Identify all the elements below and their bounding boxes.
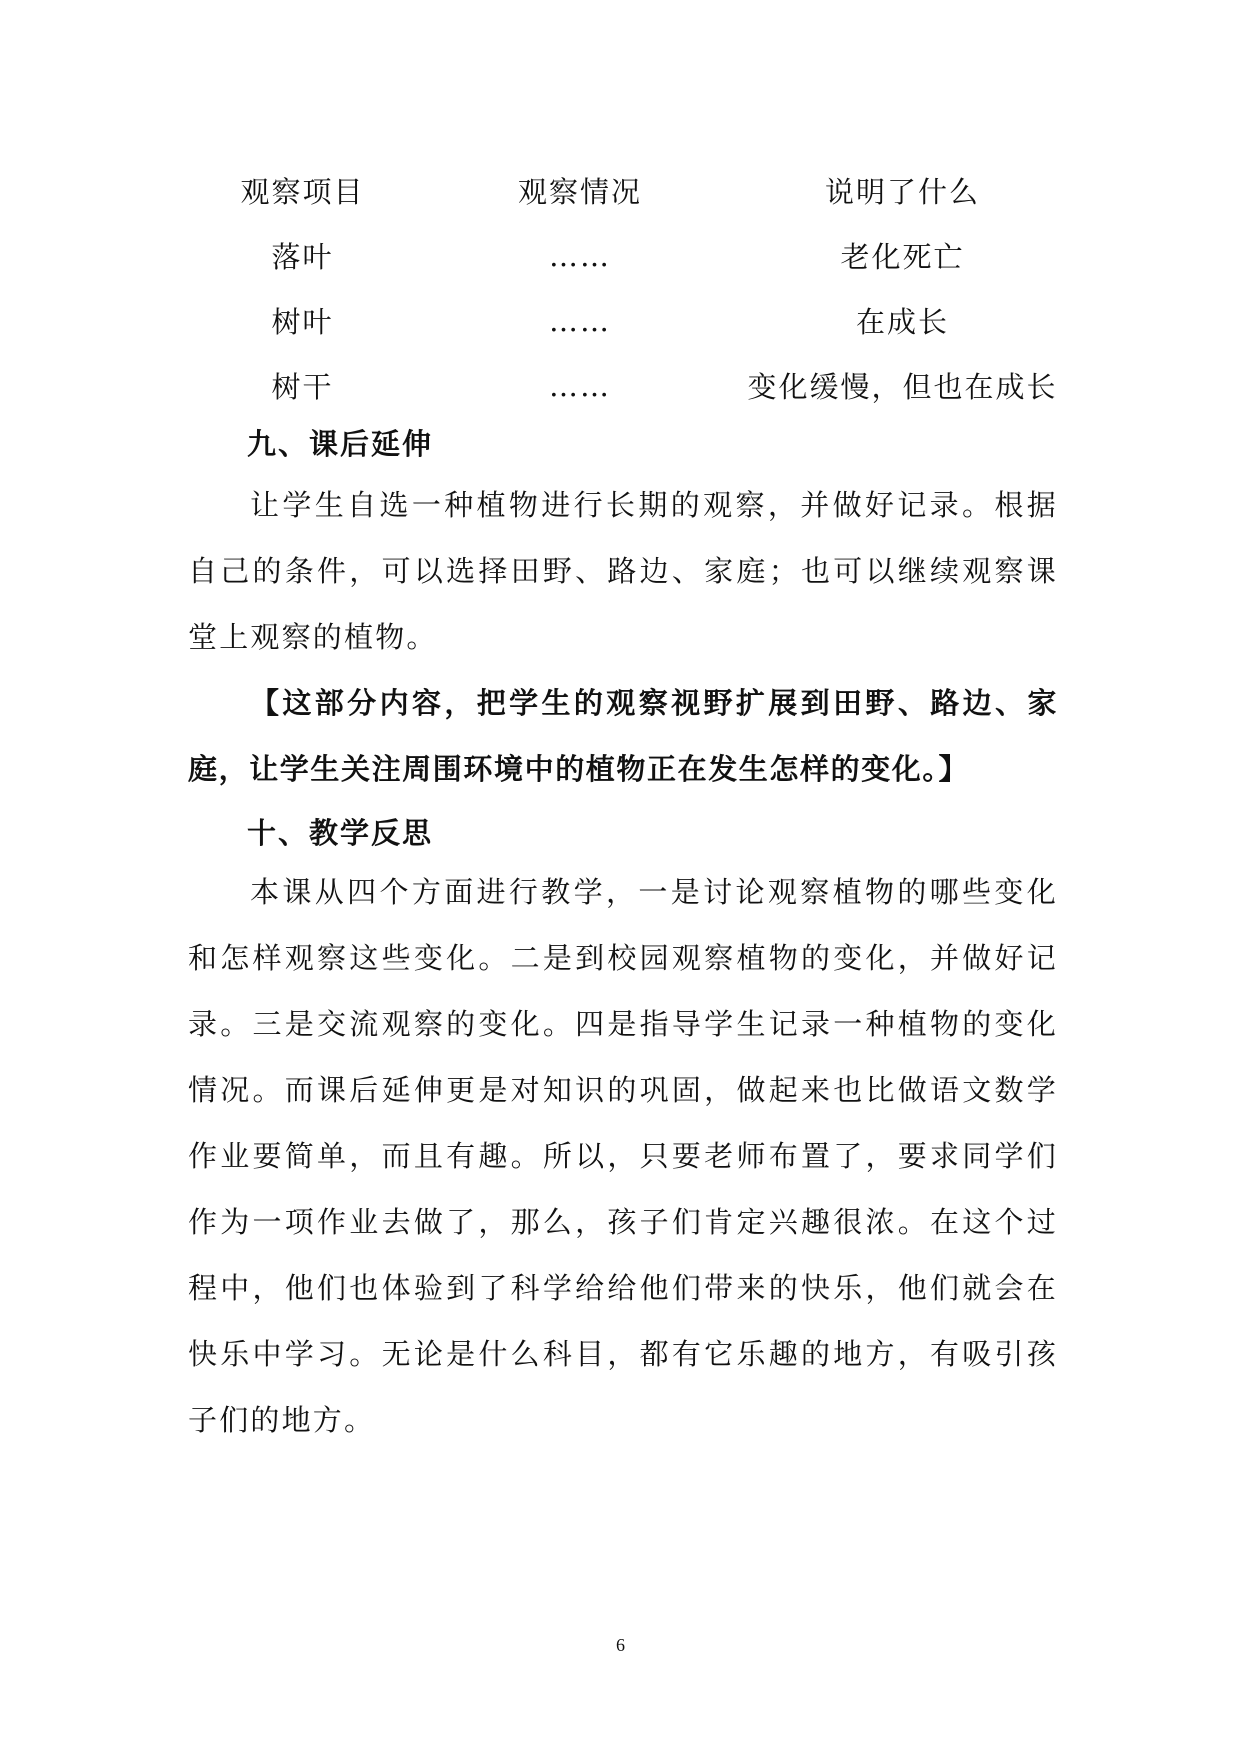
table-cell: 树叶	[271, 305, 334, 339]
table-row	[190, 353, 1060, 418]
extension-note: 【这部分内容，把学生的观察视野扩展到田野、路边、家庭，让学生关注周围环境中的植物正在发生怎样的变化。】	[188, 686, 1058, 786]
table-cell: 老化死亡	[840, 240, 965, 274]
table-cell: 落叶	[271, 240, 334, 274]
section-heading-extension: 九、课后延伸	[247, 427, 434, 461]
table-header-row	[190, 158, 1060, 223]
header-observation-status: 观察情况	[517, 175, 642, 209]
header-explanation: 说明了什么	[824, 175, 980, 209]
table-row	[190, 288, 1060, 353]
reflection-paragraph: 本课从四个方面进行教学，一是讨论观察植物的哪些变化和怎样观察这些变化。二是到校园观察植物的变化，并做好记录。三是交流观察的变化。四是指导学生记录一种植物的变化情况。而课后延伸更是对知识的巩固，做起来也比做语文数学作业要简单，而且有趣。所以，只要老师布置了，要求同学们作为一项作业去做了，那么，孩子们肯定兴趣很浓。在这个过程中，他们也体验到了科学给给他们带来的快乐，他们就会在快乐中学习。无论是什么科目，都有它乐趣的地方，有吸引孩子们的地方。	[188, 875, 1058, 1437]
table-cell: ……	[549, 303, 611, 338]
header-observation-item: 观察项目	[240, 175, 365, 209]
table-cell: 树干	[271, 370, 334, 404]
table-cell: 在成长	[855, 305, 949, 339]
page-number: 6	[616, 1635, 625, 1655]
extension-paragraph: 让学生自选一种植物进行长期的观察，并做好记录。根据自己的条件，可以选择田野、路边、家庭；也可以继续观察课堂上观察的植物。	[188, 488, 1058, 654]
observation-table	[190, 158, 1060, 418]
section-heading-reflection: 十、教学反思	[247, 816, 434, 850]
table-cell: ……	[549, 238, 611, 273]
table-cell: 变化缓慢，但也在成长	[747, 370, 1058, 404]
table-row	[190, 223, 1060, 288]
table-cell: ……	[549, 368, 611, 403]
